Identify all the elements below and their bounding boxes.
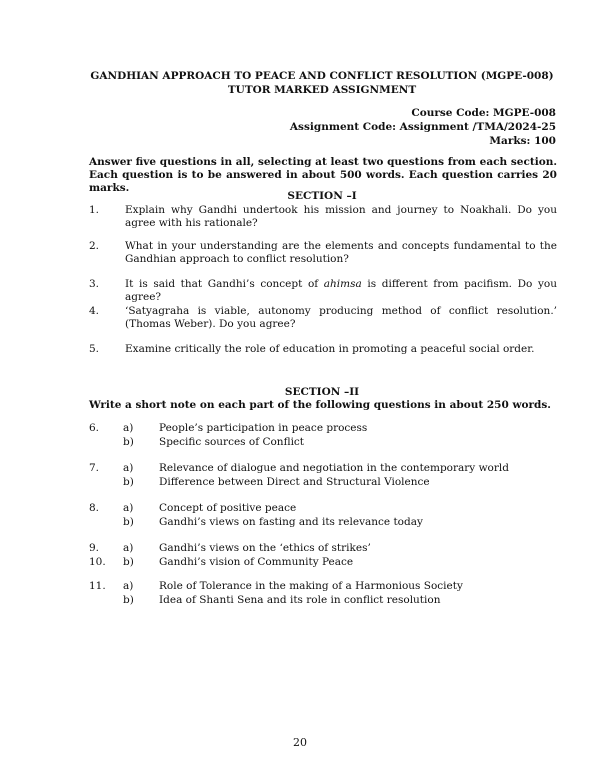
question-1 xyxy=(89,204,557,230)
question-text: What in your understanding are the elements and concepts fundamental to the Gandhian approach to conflict resolution? xyxy=(125,240,557,265)
question-number: 2. xyxy=(89,240,100,252)
question-text xyxy=(125,278,557,304)
part-text: Gandhi’s views on the ‘ethics of strikes’ xyxy=(159,542,371,554)
page-number: 20 xyxy=(293,736,307,749)
part-text: Difference between Direct and Structural Violence xyxy=(159,476,430,488)
part-label: b) xyxy=(123,516,134,528)
question-text: ‘Satyagraha is viable, autonomy producing method of conflict resolution.’ (Thomas Weber). Do you agree? xyxy=(125,305,557,330)
part-label: b) xyxy=(123,556,134,568)
part-label: b) xyxy=(123,436,134,448)
course-code: Course Code: MGPE-008 xyxy=(411,107,556,119)
question-number: 9. xyxy=(89,542,100,554)
question-text: Examine critically the role of education in promoting a peaceful social order. xyxy=(125,343,535,355)
part-text: Gandhi’s views on fasting and its relevance today xyxy=(159,516,423,528)
question-text-part: It is said that Gandhi’s concept of xyxy=(125,278,324,290)
instructions: Answer five questions in all, selecting at least two questions from each section. Each question is to be answered in about 500 words. Each question carries 20 marks. xyxy=(89,156,557,194)
question-number: 7. xyxy=(89,462,100,474)
question-text: Explain why Gandhi undertook his mission and journey to Noakhali. Do you agree with his rationale? xyxy=(125,204,557,229)
section-2-heading: SECTION –II xyxy=(284,386,360,398)
question-number: 11. xyxy=(89,580,106,592)
question-number: 1. xyxy=(89,204,100,216)
document-subtitle: TUTOR MARKED ASSIGNMENT xyxy=(227,84,417,96)
assignment-code: Assignment Code: Assignment /TMA/2024-25 xyxy=(289,121,556,133)
question-4 xyxy=(89,305,557,331)
question-number: 4. xyxy=(89,305,100,317)
part-text: Specific sources of Conflict xyxy=(159,436,305,448)
question-number: 10. xyxy=(89,556,106,568)
question-5 xyxy=(89,343,557,356)
question-2 xyxy=(89,240,557,266)
question-3 xyxy=(89,278,557,304)
section-2-instruction: Write a short note on each part of the following questions in about 250 words. xyxy=(89,399,551,411)
part-text: Concept of positive peace xyxy=(159,502,297,514)
part-text: Idea of Shanti Sena and its role in conflict resolution xyxy=(159,594,441,606)
question-number: 5. xyxy=(89,343,100,355)
section-1-heading: SECTION –I xyxy=(287,190,357,202)
part-label: a) xyxy=(123,462,134,474)
question-number: 3. xyxy=(89,278,100,290)
part-label: b) xyxy=(123,476,134,488)
part-label: a) xyxy=(123,580,134,592)
part-text: People’s participation in peace process xyxy=(159,422,368,434)
part-label: a) xyxy=(123,542,134,554)
question-text-part: is different from pacifism. Do you agree? xyxy=(125,278,557,303)
part-text: Role of Tolerance in the making of a Harmonious Society xyxy=(159,580,463,592)
part-label: a) xyxy=(123,502,134,514)
document-title: GANDHIAN APPROACH TO PEACE AND CONFLICT RESOLUTION (MGPE-008) xyxy=(90,70,554,82)
question-number: 6. xyxy=(89,422,100,434)
part-text: Gandhi’s vision of Community Peace xyxy=(159,556,354,568)
part-label: a) xyxy=(123,422,134,434)
marks: Marks: 100 xyxy=(489,135,556,147)
question-number: 8. xyxy=(89,502,100,514)
emphasis-ahimsa: ahimsa xyxy=(323,278,362,290)
part-label: b) xyxy=(123,594,134,606)
part-text: Relevance of dialogue and negotiation in the contemporary world xyxy=(159,462,509,474)
